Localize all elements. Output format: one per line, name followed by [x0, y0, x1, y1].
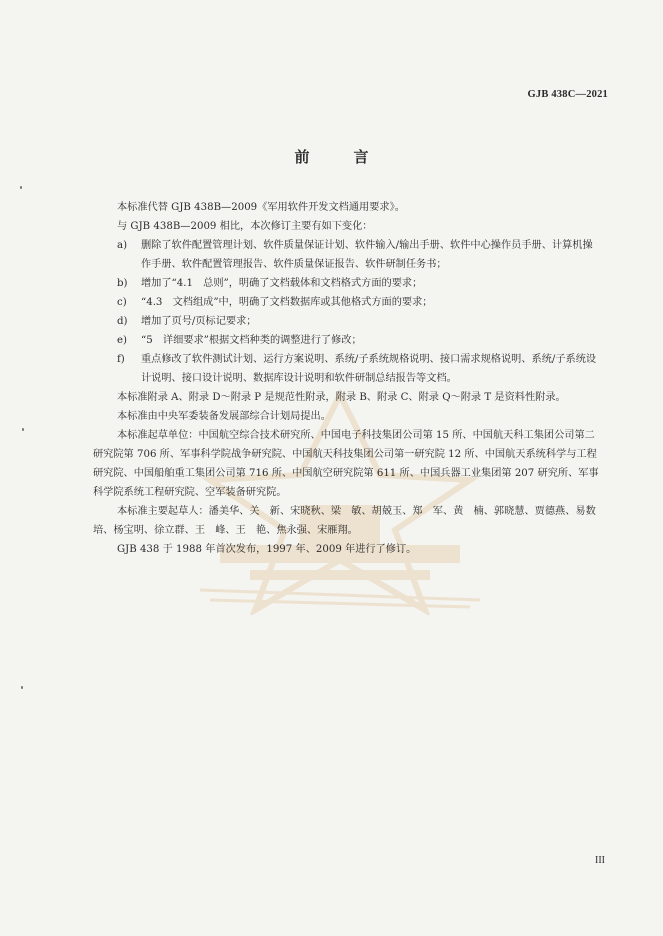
- paragraph-replaces: 本标准代替 GJB 438B—2009《军用软件开发文档通用要求》。: [117, 202, 405, 213]
- change-item: [117, 331, 601, 350]
- change-item: [117, 236, 601, 274]
- change-text: “4.3 文档组成”中，明确了文档数据库或其他格式方面的要求；: [141, 297, 433, 308]
- change-item: [117, 274, 601, 293]
- change-marker: c): [117, 297, 127, 308]
- paragraph-drafting-units: 本标准起草单位：中国航空综合技术研究所、中国电子科技集团公司第 15 所、中国航天科工集团公司第二研究院第 706 所、军事科学院战争研究院、中国航天科技集团公司第一研究院 12 所、中国航天系统科学与工程研究院、中国船舶重工集团公司第 716 所、中国航空研究院第 611 所、中国兵器工业集团第 207 研究所、军事科学院系统工程研究院、空军装备研究院。: [93, 430, 599, 498]
- paragraph-appendices: 本标准附录 A、附录 D～附录 P 是规范性附录，附录 B、附录 C、附录 Q～附录 T 是资料性附录。: [117, 392, 566, 403]
- change-marker: e): [117, 335, 128, 346]
- change-item: [117, 350, 601, 388]
- change-item: [117, 312, 601, 331]
- scan-speck: [22, 428, 24, 431]
- change-marker: f): [117, 354, 125, 365]
- page-number: III: [595, 855, 605, 866]
- foreword-body: [93, 198, 601, 559]
- paragraph-changes-intro: 与 GJB 438B—2009 相比，本次修订主要有如下变化：: [117, 221, 373, 232]
- change-marker: d): [117, 316, 128, 327]
- change-text: “5 详细要求”根据文档种类的调整进行了修改；: [141, 335, 362, 346]
- paragraph-history: GJB 438 于 1988 年首次发布，1997 年、2009 年进行了修订。: [117, 544, 417, 555]
- change-item: [117, 293, 601, 312]
- change-text: 增加了“4.1 总则”，明确了文档载体和文档格式方面的要求；: [141, 278, 423, 289]
- scan-speck: [20, 186, 22, 189]
- paragraph-drafters: 本标准主要起草人：潘美华、关 新、宋晓秋、梁 敏、胡兢玉、郑 军、黄 楠、郭晓慧、贾德燕、易数培、杨宝明、徐立群、王 峰、王 艳、焦永强、宋雁翔。: [93, 506, 596, 536]
- change-text: 增加了页号/页标记要求；: [141, 316, 257, 327]
- page-title: 前言: [294, 148, 413, 166]
- change-text: 删除了软件配置管理计划、软件质量保证计划、软件输入/输出手册、软件中心操作员手册、计算机操作手册、软件配置管理报告、软件质量保证报告、软件研制任务书；: [141, 240, 593, 270]
- paragraph-proposer: 本标准由中央军委装备发展部综合计划局提出。: [117, 411, 331, 422]
- scan-speck: [21, 686, 23, 689]
- change-text: 重点修改了软件测试计划、运行方案说明、系统/子系统规格说明、接口需求规格说明、系统/子系统设计说明、接口设计说明、数据库设计说明和软件研制总结报告等文档。: [141, 354, 597, 384]
- change-marker: a): [117, 240, 128, 251]
- document-number: GJB 438C—2021: [527, 89, 608, 100]
- change-marker: b): [117, 278, 128, 289]
